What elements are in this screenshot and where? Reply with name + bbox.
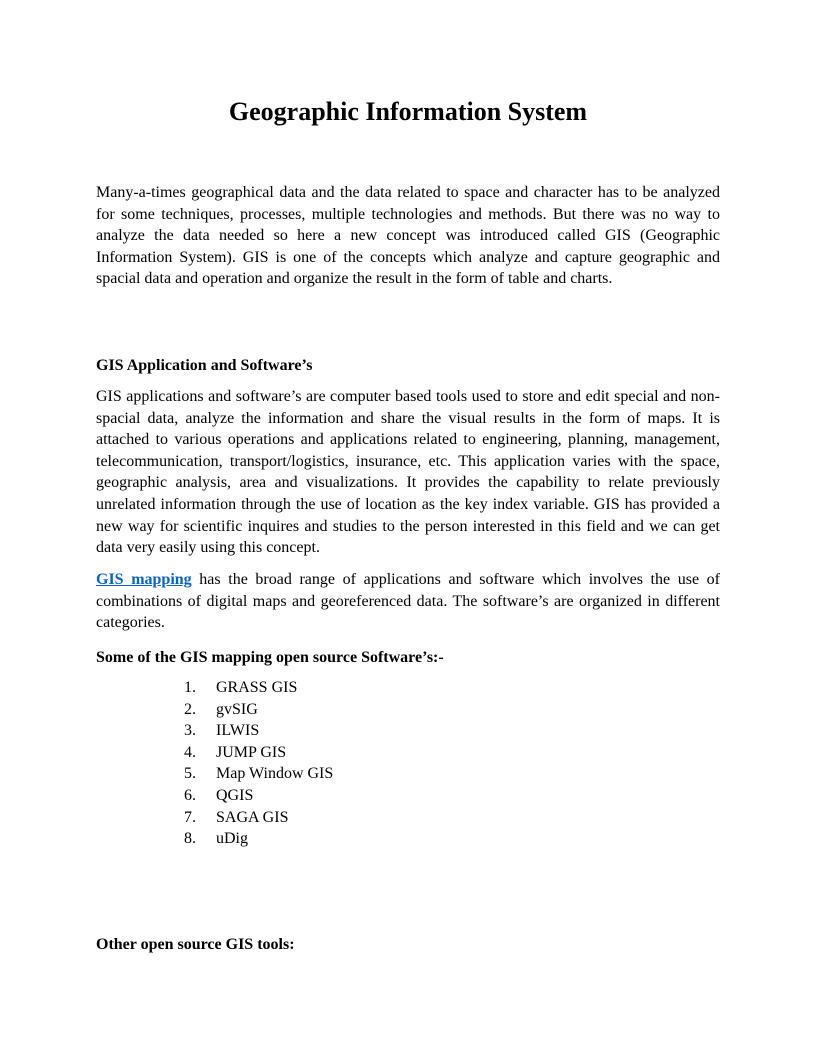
section-heading-other-tools: Other open source GIS tools: (96, 936, 295, 953)
list-item-number: 4. (184, 743, 196, 761)
list-item-number: 8. (184, 830, 196, 848)
list-item (184, 720, 333, 742)
gis-mapping-link[interactable]: GIS mapping (96, 571, 192, 588)
gis-mapping-paragraph (96, 569, 720, 634)
list-item-label: GRASS GIS (216, 679, 298, 696)
list-item-label: gvSIG (216, 700, 258, 718)
list-item-number: 6. (184, 786, 196, 804)
list-item (184, 807, 333, 829)
list-item-label: Map Window GIS (216, 765, 334, 783)
list-item-label: SAGA GIS (216, 808, 289, 826)
list-item-label: ILWIS (216, 722, 260, 740)
section-heading-gis-application: GIS Application and Software’s (96, 357, 313, 374)
list-item-label: QGIS (216, 786, 254, 804)
list-item (184, 699, 333, 721)
list-item-number: 3. (184, 722, 196, 740)
list-item (184, 828, 333, 850)
list-item-label: uDig (216, 830, 248, 848)
section-heading-open-source-software: Some of the GIS mapping open source Software’s:- (96, 649, 444, 666)
list-item (184, 677, 333, 699)
list-item-number: 7. (184, 808, 196, 826)
list-item-label: JUMP GIS (216, 743, 287, 761)
gis-application-paragraph: GIS applications and software’s are computer based tools used to store and edit special and non-spacial data, analyze the information and share the visual results in the form of maps. It is attached to various operations and applications related to engineering, planning, management, telecommunication, transport/logistics, insurance, etc. This application varies with the space, geographic analysis, area and visualizations. It provides the capability to relate previously unrelated information through the use of location as the key index variable. GIS has provided a new way for scientific inquires and studies to the person interested in this field and we can get data very easily using this concept. (96, 388, 720, 557)
list-item-number: 1. (184, 679, 196, 696)
list-item (184, 785, 333, 807)
list-item (184, 763, 333, 785)
page-title: Geographic Information System (228, 97, 588, 126)
list-item (184, 742, 333, 764)
intro-paragraph: Many-a-times geographical data and the data related to space and character has to be analyzed for some techniques, processes, multiple technologies and methods. But there was no way to analyze the data needed so here a new concept was introduced called GIS (Geographic Information System). GIS is one of the concepts which analyze and capture geographic and spacial data and operation and organize the result in the form of table and charts. (96, 184, 720, 288)
gis-mapping-paragraph-text: has the broad range of applications and software which involves the use of combinations of digital maps and georeferenced data. The software’s are organized in different categories. (96, 571, 720, 632)
software-list (184, 677, 333, 850)
list-item-number: 2. (184, 700, 196, 718)
list-item-number: 5. (184, 765, 196, 783)
